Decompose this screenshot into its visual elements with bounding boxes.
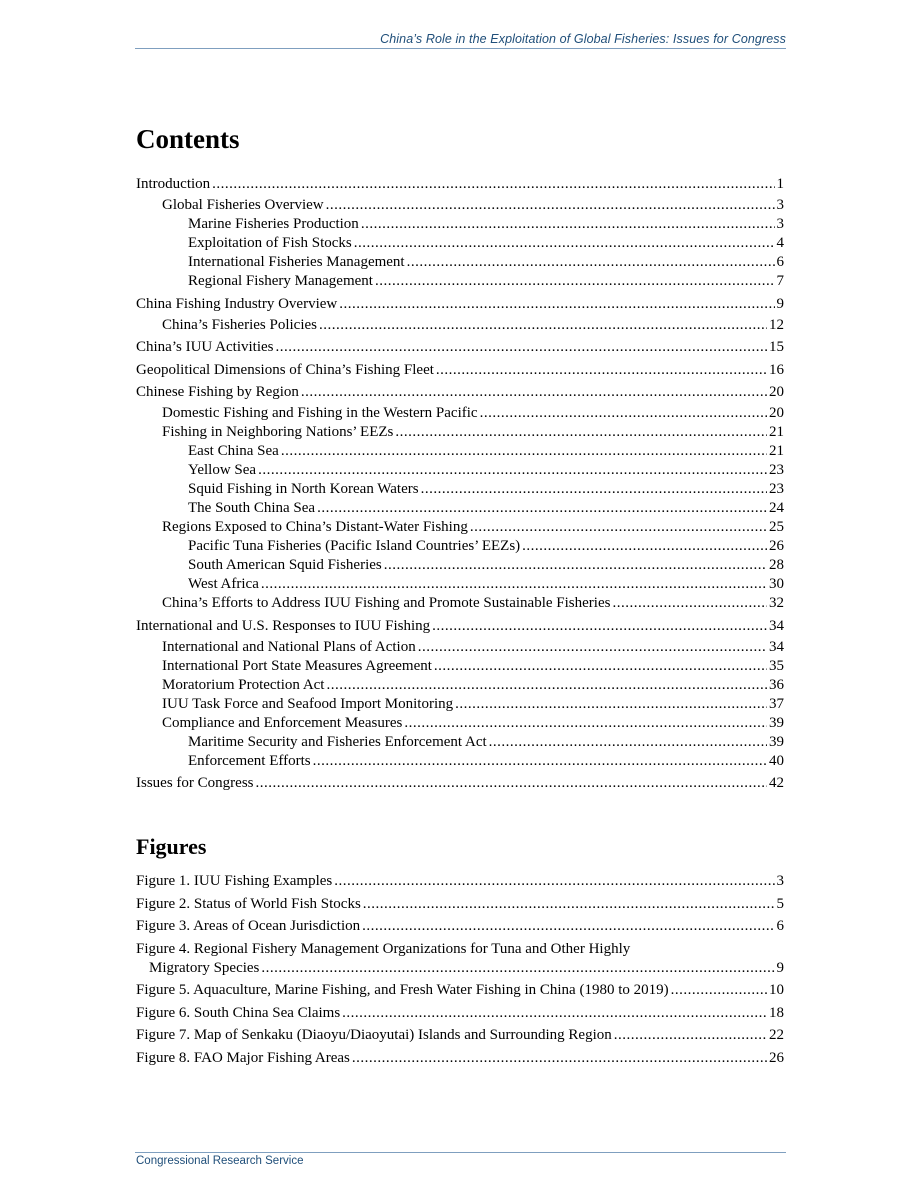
toc-entry-moratorium-protection-act[interactable]: Moratorium Protection Act ..... 36 [136,676,784,695]
toc-entry-chinas-fisheries-policies[interactable]: China’s Fisheries Policies ..... 12 [136,316,784,335]
contents-heading: Contents [136,124,240,154]
figure-entry-7[interactable]: Figure 7. Map of Senkaku (Diaoyu/Diaoyutai) Islands and Surrounding Region ..... 22 [136,1026,784,1045]
toc-entry-neighboring-nations-eezs[interactable]: Fishing in Neighboring Nations’ EEZs ..... 21 [136,423,784,442]
toc-entry-international-fisheries-management[interactable]: International Fisheries Management ..... 6 [136,253,784,272]
toc-entry-enforcement-efforts[interactable]: Enforcement Efforts ..... 40 [136,752,784,771]
toc-entry-west-africa[interactable]: West Africa ..... 30 [136,575,784,594]
figure-entry-4[interactable] [136,940,784,978]
toc-entry-pacific-tuna-fisheries[interactable]: Pacific Tuna Fisheries (Pacific Island Countries’ EEZs) ..... 26 [136,537,784,556]
figure-entry-1[interactable]: Figure 1. IUU Fishing Examples ..... 3 [136,872,784,891]
contents-list [136,175,784,793]
toc-entry-south-american-squid[interactable]: South American Squid Fisheries ..... 28 [136,556,784,575]
figure-entry-2[interactable]: Figure 2. Status of World Fish Stocks ..... 5 [136,895,784,914]
toc-entry-south-china-sea[interactable]: The South China Sea ..... 24 [136,499,784,518]
toc-entry-regional-fishery-management[interactable]: Regional Fishery Management ..... 7 [136,272,784,291]
figures-list [136,872,784,1068]
toc-entry-yellow-sea[interactable]: Yellow Sea ..... 23 [136,461,784,480]
toc-entry-iuu-task-force[interactable]: IUU Task Force and Seafood Import Monitoring ..... 37 [136,695,784,714]
figure-entry-4-line2: Migratory Species ..... 9 [136,959,784,978]
toc-entry-issues-for-congress[interactable]: Issues for Congress ..... 42 [136,774,784,793]
toc-entry-squid-fishing-north-korea[interactable]: Squid Fishing in North Korean Waters ..... 23 [136,480,784,499]
toc-entry-marine-fisheries-production[interactable]: Marine Fisheries Production ..... 3 [136,215,784,234]
toc-entry-chinas-iuu-activities[interactable]: China’s IUU Activities ..... 15 [136,338,784,357]
toc-entry-port-state-measures[interactable]: International Port State Measures Agreement ..... 35 [136,657,784,676]
toc-entry-domestic-fishing-western-pacific[interactable]: Domestic Fishing and Fishing in the Western Pacific ..... 20 [136,404,784,423]
toc-entry-global-fisheries-overview[interactable]: Global Fisheries Overview ..... 3 [136,196,784,215]
footer-rule [135,1152,786,1153]
toc-entry-distant-water-fishing[interactable]: Regions Exposed to China’s Distant-Water Fishing ..... 25 [136,518,784,537]
figure-entry-8[interactable]: Figure 8. FAO Major Fishing Areas ..... 26 [136,1049,784,1068]
footer-text: Congressional Research Service [136,1155,304,1167]
toc-entry-chinas-efforts-iuu[interactable]: China’s Efforts to Address IUU Fishing and Promote Sustainable Fisheries ..... 32 [136,594,784,613]
running-header: China’s Role in the Exploitation of Global Fisheries: Issues for Congress [135,31,786,49]
figures-heading: Figures [136,834,207,859]
toc-entry-china-fishing-industry-overview[interactable]: China Fishing Industry Overview ..... 9 [136,295,784,314]
toc-entry-compliance-enforcement[interactable]: Compliance and Enforcement Measures ..... 39 [136,714,784,733]
figure-entry-5[interactable]: Figure 5. Aquaculture, Marine Fishing, and Fresh Water Fishing in China (1980 to 2019) ..... 10 [136,981,784,1000]
figure-entry-4-line1: Figure 4. Regional Fishery Management Organizations for Tuna and Other Highly [136,940,631,957]
figure-entry-6[interactable]: Figure 6. South China Sea Claims ..... 18 [136,1004,784,1023]
toc-entry-introduction[interactable]: Introduction ..... 1 [136,175,784,194]
toc-entry-chinese-fishing-by-region[interactable]: Chinese Fishing by Region ..... 20 [136,383,784,402]
toc-entry-plans-of-action[interactable]: International and National Plans of Action ..... 34 [136,638,784,657]
toc-entry-east-china-sea[interactable]: East China Sea ..... 21 [136,442,784,461]
toc-entry-maritime-security-act[interactable]: Maritime Security and Fisheries Enforcement Act ..... 39 [136,733,784,752]
toc-entry-international-us-responses[interactable]: International and U.S. Responses to IUU Fishing ..... 34 [136,617,784,636]
figure-entry-3[interactable]: Figure 3. Areas of Ocean Jurisdiction ..... 6 [136,917,784,936]
toc-entry-geopolitical-dimensions[interactable]: Geopolitical Dimensions of China’s Fishing Fleet ..... 16 [136,361,784,380]
toc-entry-exploitation-of-fish-stocks[interactable]: Exploitation of Fish Stocks ..... 4 [136,234,784,253]
